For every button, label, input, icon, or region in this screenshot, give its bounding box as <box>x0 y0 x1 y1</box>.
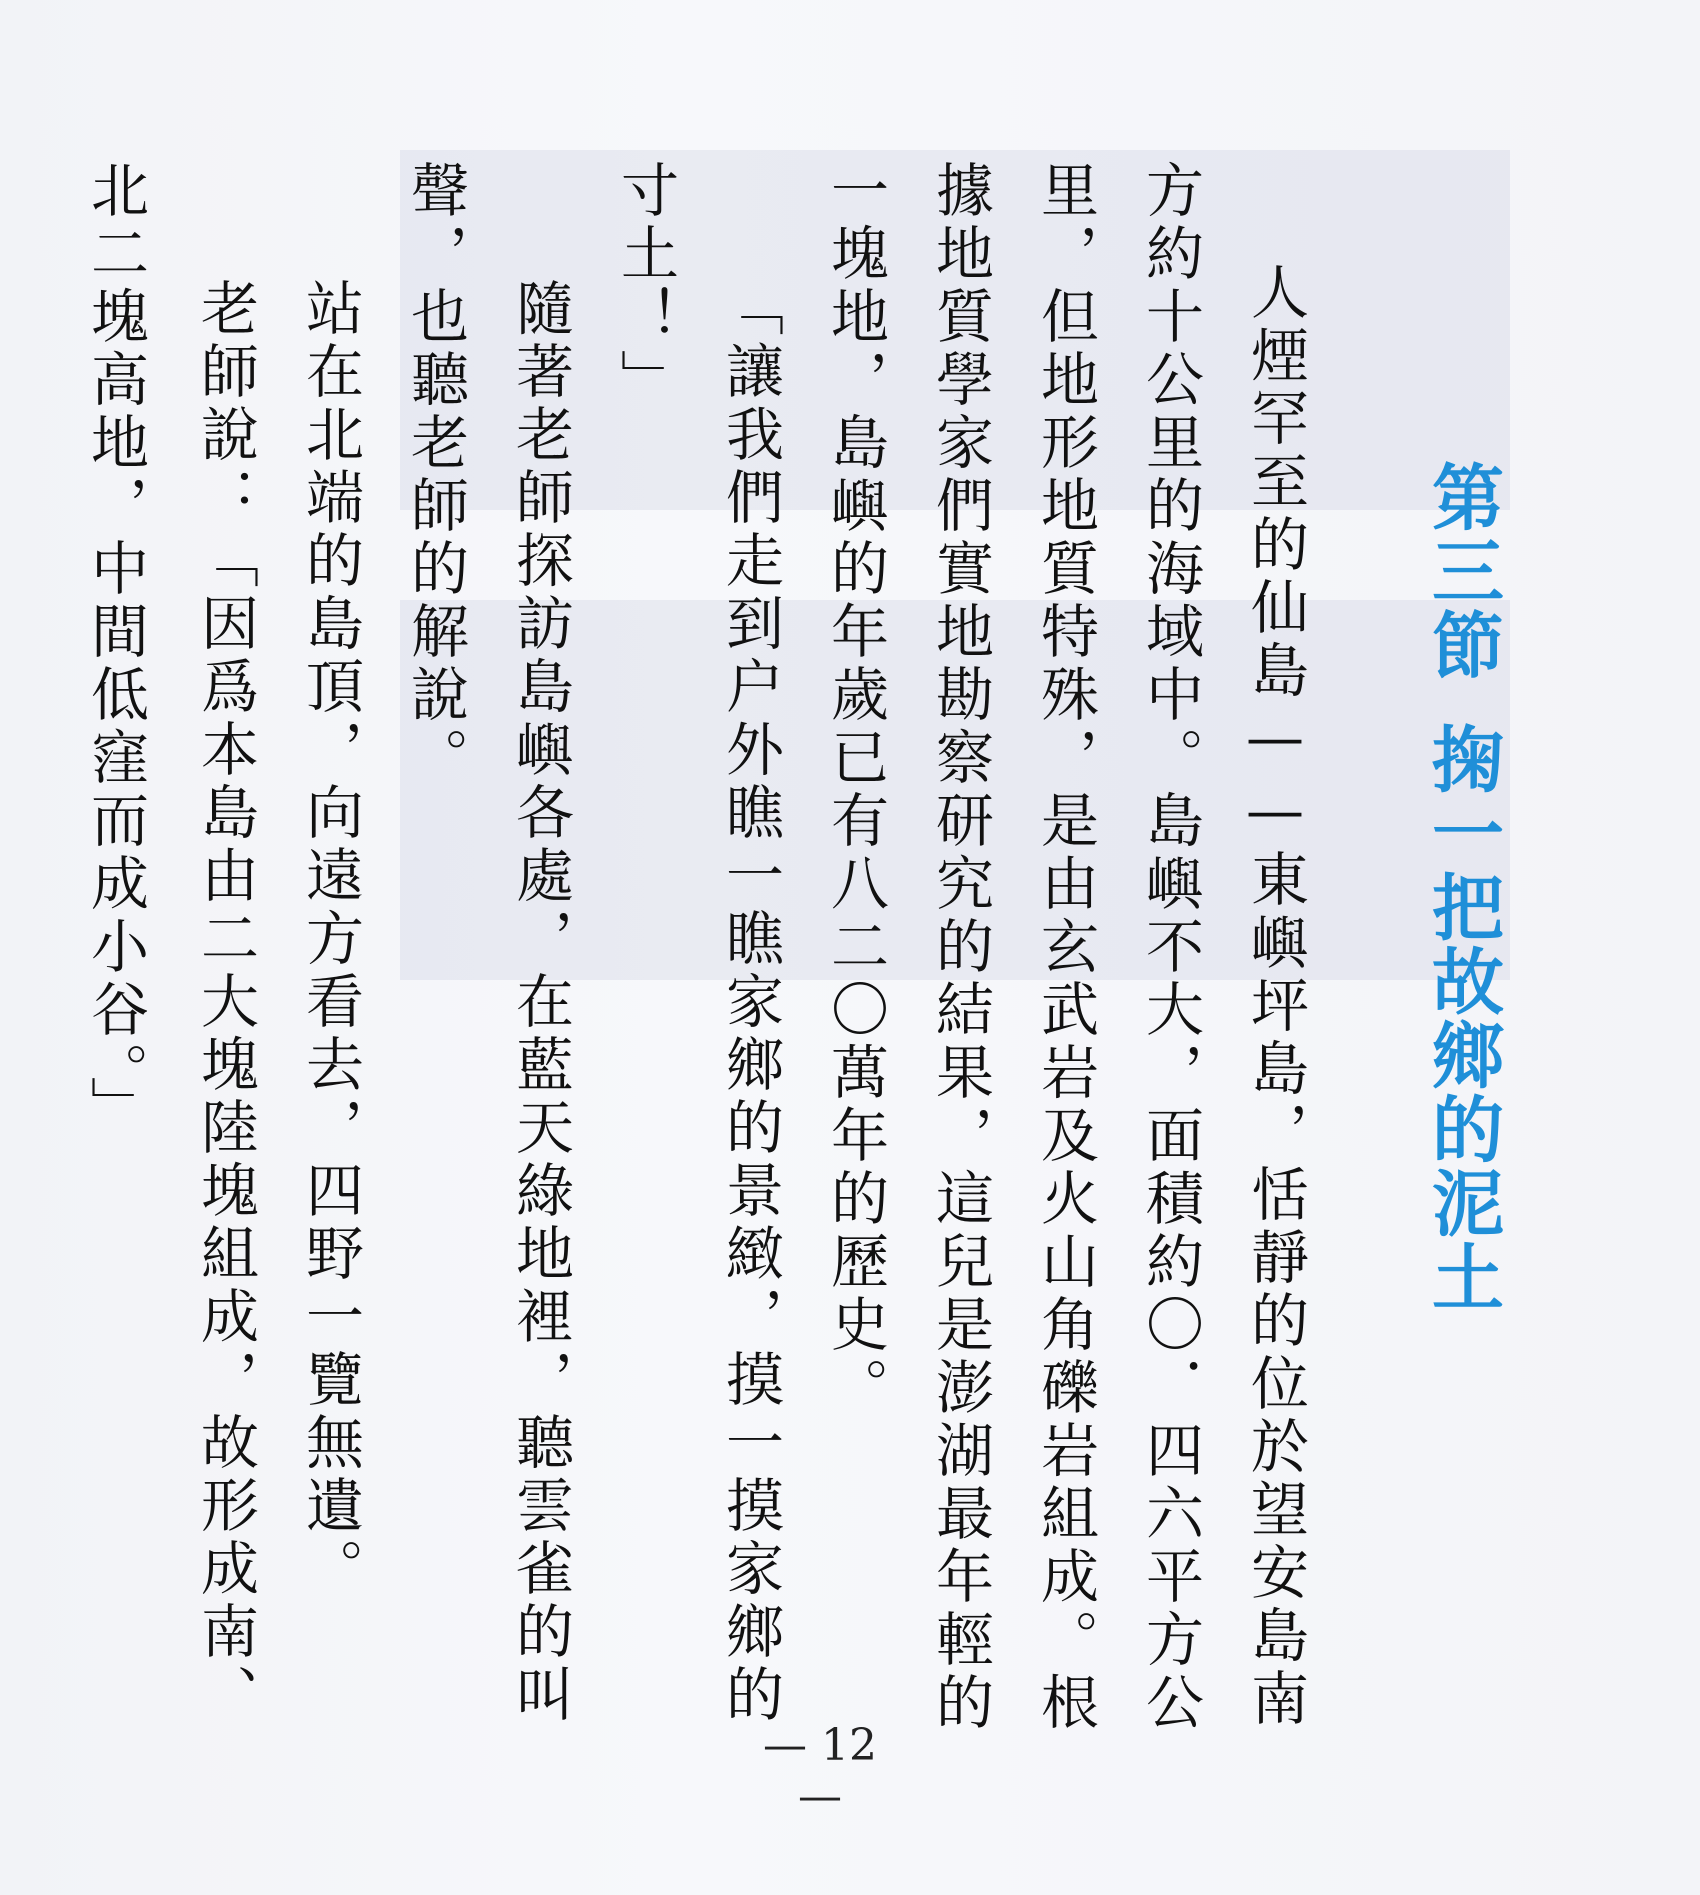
section-title: 掬一把故鄉的泥土 <box>1420 722 1504 1314</box>
text-column-3: 里，但地形地質特殊，是由玄武岩及火山角礫岩組成。根 <box>1031 160 1099 1735</box>
text-column-5: 一塊地，島嶼的年歲已有八二〇萬年的歷史。 <box>821 160 889 1420</box>
text-column-8: 隨著老師探訪島嶼各處，在藍天綠地裡，聽雲雀的叫 <box>506 278 574 1727</box>
text-column-7: 寸土！」 <box>611 160 679 412</box>
text-column-10: 站在北端的島頂，向遠方看去，四野一覽無遺。 <box>296 278 364 1601</box>
text-column-12: 北二塊高地，中間低窪而成小谷。」 <box>81 160 149 1139</box>
text-column-9: 聲，也聽老師的解說。 <box>401 160 469 790</box>
text-column-6: 「讓我們走到户外瞧一瞧家鄉的景緻，摸一摸家鄉的 <box>716 278 784 1727</box>
page-number: — 12 — <box>763 1720 877 1822</box>
text-column-2: 方約十公里的海域中。島嶼不大，面積約〇．四六平方公 <box>1136 160 1204 1735</box>
text-column-1: 人煙罕至的仙島——東嶼坪島，恬靜的位於望安島南 <box>1241 262 1309 1731</box>
text-column-11: 老師說：「因爲本島由二大塊陸塊組成，故形成南、 <box>191 278 259 1727</box>
section-label: 第三節 <box>1420 460 1504 682</box>
text-column-4: 據地質學家們實地勘察研究的結果，這兒是澎湖最年輕的 <box>926 160 994 1735</box>
section-heading <box>1410 460 1514 1314</box>
